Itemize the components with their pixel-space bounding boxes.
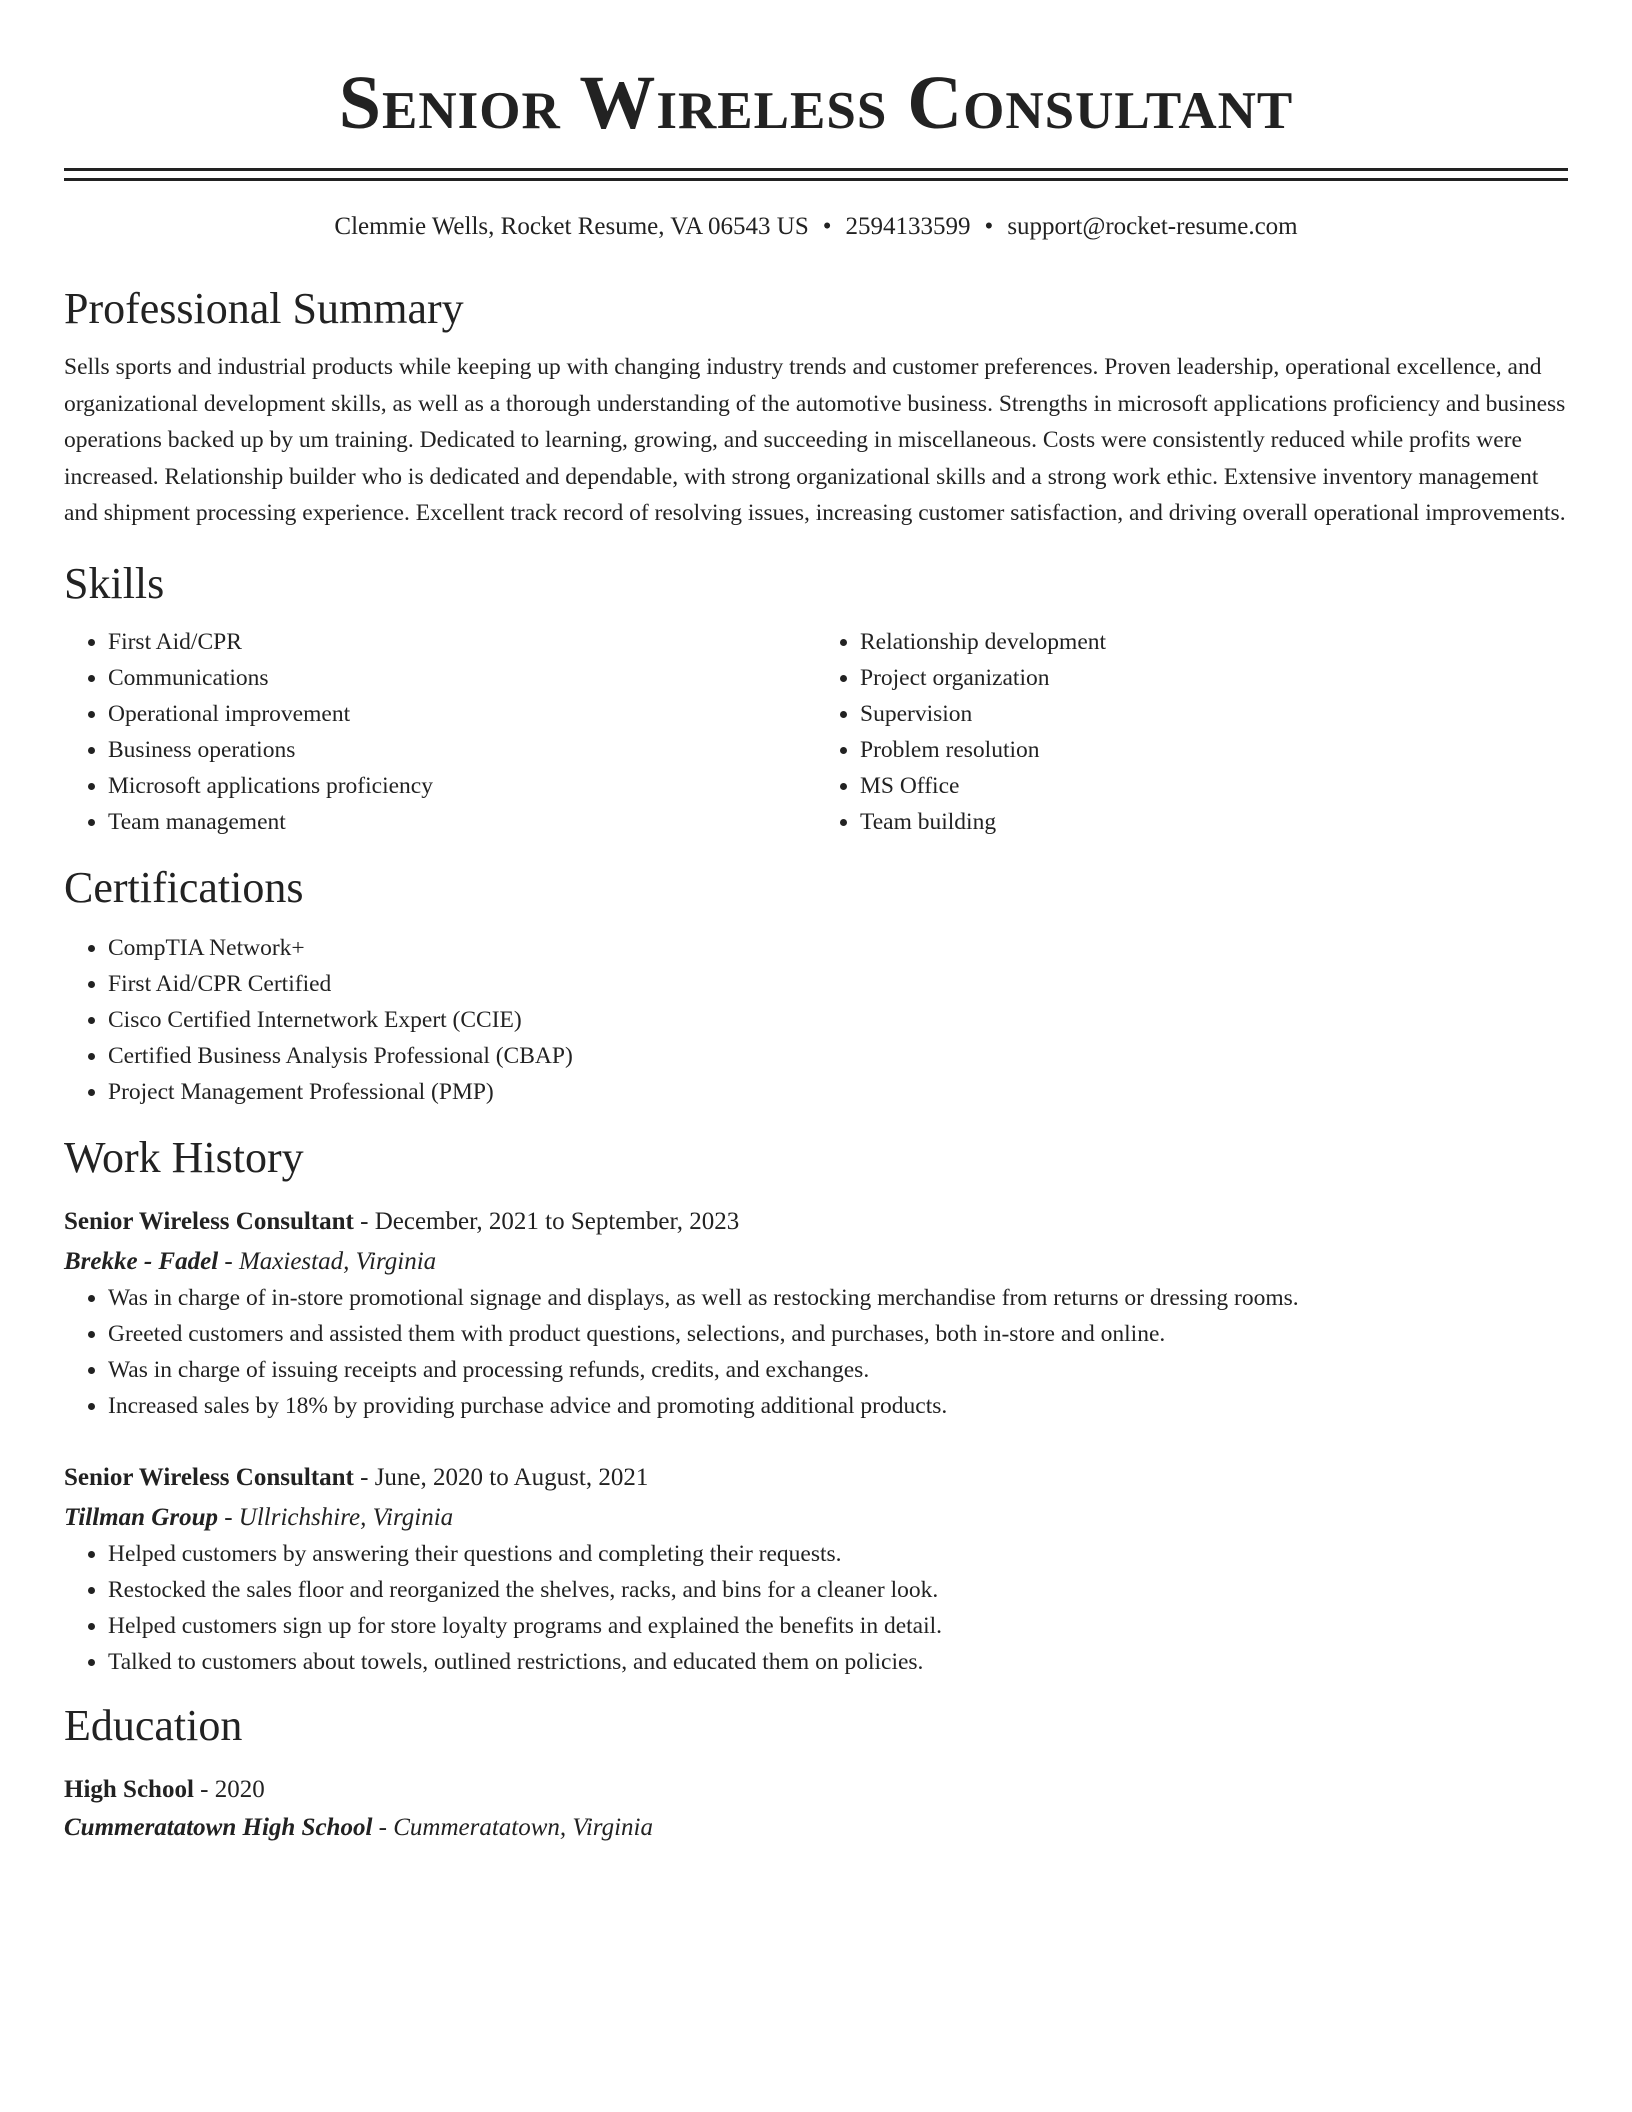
job-bullet: • Increased sales by 18% by providing purchase advice and promoting additional products. bbox=[108, 1388, 1568, 1424]
job-company-line bbox=[64, 1244, 1568, 1280]
contact-separator: • bbox=[822, 213, 832, 240]
skill-item: • Relationship development bbox=[860, 624, 1568, 660]
skill-item: • Business operations bbox=[108, 732, 816, 768]
education-year: 2020 bbox=[214, 1775, 265, 1803]
section-heading-summary: Professional Summary bbox=[64, 284, 464, 333]
section-heading-skills: Skills bbox=[64, 558, 165, 608]
dash: - bbox=[218, 1247, 239, 1275]
certification-item: • Certified Business Analysis Professional (CBAP) bbox=[108, 1038, 1568, 1074]
dash: - bbox=[372, 1813, 394, 1841]
skill-item: • Supervision bbox=[860, 696, 1568, 732]
skill-item: • Microsoft applications proficiency bbox=[108, 768, 816, 804]
job-bullet: • Helped customers sign up for store loyalty programs and explained the benefits in detail. bbox=[108, 1608, 1568, 1644]
certification-item: • Project Management Professional (PMP) bbox=[108, 1074, 1568, 1110]
contact-email: support@rocket-resume.com bbox=[1007, 213, 1298, 240]
job-bullet: • Helped customers by answering their questions and completing their requests. bbox=[108, 1536, 1568, 1572]
skill-item: • Problem resolution bbox=[860, 732, 1568, 768]
job-title: Senior Wireless Consultant bbox=[64, 1463, 354, 1491]
job-bullet-list bbox=[64, 1536, 1568, 1680]
certifications-list bbox=[64, 930, 1568, 1110]
skill-item: • First Aid/CPR bbox=[108, 624, 816, 660]
skills-list-right bbox=[816, 624, 1568, 840]
skill-item: • MS Office bbox=[860, 768, 1568, 804]
summary-text: Sells sports and industrial products while keeping up with changing industry trends and customer preferences. Proven leadership, operational excellence, and organizational development skills, as well as a thorough understanding of the automotive business. Strengths in microsoft applications proficiency and business operations backed up by um training. Dedicated to learning, growing, and succeeding in miscellaneous. Costs were consistently reduced while profits were increased. Relationship builder who is dedicated and dependable, with strong organizational skills and a strong work ethic. Extensive inventory management and shipment processing experience. Excellent track record of resolving issues, increasing customer satisfaction, and driving overall operational improvements. bbox=[64, 354, 1566, 526]
title-divider-top bbox=[64, 168, 1568, 171]
job-location: Ullrichshire, Virginia bbox=[238, 1503, 454, 1531]
education-location: Cummeratatown, Virginia bbox=[393, 1813, 653, 1841]
job-title: Senior Wireless Consultant bbox=[64, 1207, 354, 1235]
education-school-line bbox=[64, 1810, 1568, 1846]
education-degree: High School bbox=[64, 1775, 194, 1803]
certification-item: • CompTIA Network+ bbox=[108, 930, 1568, 966]
skill-item: • Operational improvement bbox=[108, 696, 816, 732]
job-bullet: • Was in charge of in-store promotional signage and displays, as well as restocking merchandise from returns or dressing rooms. bbox=[108, 1280, 1568, 1316]
skills-list-left bbox=[64, 624, 816, 840]
job-bullet: • Greeted customers and assisted them with product questions, selections, and purchases, both in-store and online. bbox=[108, 1316, 1568, 1352]
dash: - bbox=[193, 1775, 215, 1803]
job-bullet: • Restocked the sales floor and reorganized the shelves, racks, and bins for a cleaner look. bbox=[108, 1572, 1568, 1608]
section-heading-education: Education bbox=[64, 1700, 243, 1750]
contact-address: Clemmie Wells, Rocket Resume, VA 06543 US bbox=[334, 213, 809, 240]
job-bullet-list bbox=[64, 1280, 1568, 1424]
job-company-line bbox=[64, 1500, 1568, 1536]
contact-separator: • bbox=[984, 213, 994, 240]
job-company: Brekke - Fadel bbox=[64, 1247, 219, 1275]
certification-item: • First Aid/CPR Certified bbox=[108, 966, 1568, 1002]
job-dates: June, 2020 to August, 2021 bbox=[374, 1463, 649, 1491]
section-heading-certifications: Certifications bbox=[64, 862, 304, 912]
dash: - bbox=[353, 1207, 375, 1235]
dash: - bbox=[353, 1463, 375, 1491]
education-school: Cummeratatown High School bbox=[64, 1813, 373, 1841]
education-degree-line bbox=[64, 1772, 1568, 1808]
job-bullet: • Talked to customers about towels, outlined restrictions, and educated them on policies. bbox=[108, 1644, 1568, 1680]
contact-phone: 2594133599 bbox=[845, 213, 971, 240]
skill-item: • Team building bbox=[860, 804, 1568, 840]
section-heading-work-history: Work History bbox=[64, 1132, 304, 1182]
job-location: Maxiestad, Virginia bbox=[238, 1247, 437, 1275]
skill-item: • Team management bbox=[108, 804, 816, 840]
resume-title: Senior Wireless Consultant bbox=[338, 61, 1294, 145]
job-title-line bbox=[64, 1204, 1568, 1240]
job-company: Tillman Group bbox=[64, 1503, 218, 1531]
certification-item: • Cisco Certified Internetwork Expert (CCIE) bbox=[108, 1002, 1568, 1038]
skills-columns bbox=[64, 624, 1568, 840]
skill-item: • Project organization bbox=[860, 660, 1568, 696]
contact-line bbox=[64, 211, 1568, 243]
skill-item: • Communications bbox=[108, 660, 816, 696]
title-divider-bottom bbox=[64, 178, 1568, 181]
job-bullet: • Was in charge of issuing receipts and processing refunds, credits, and exchanges. bbox=[108, 1352, 1568, 1388]
dash: - bbox=[217, 1503, 239, 1531]
job-title-line bbox=[64, 1460, 1568, 1496]
job-dates: December, 2021 to September, 2023 bbox=[374, 1207, 740, 1235]
